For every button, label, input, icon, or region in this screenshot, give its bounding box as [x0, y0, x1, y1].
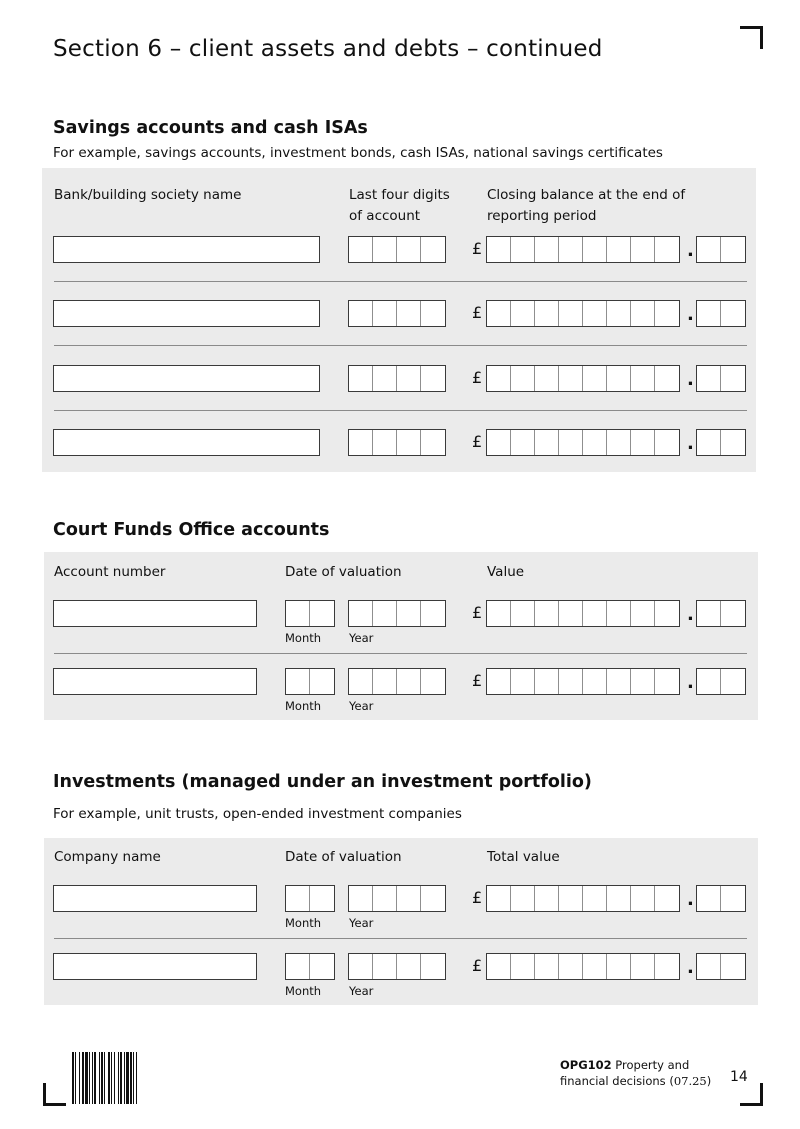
- savings-balance-currency-symbol: £: [472, 368, 483, 387]
- digit-cell[interactable]: [487, 886, 511, 911]
- digit-cell[interactable]: [397, 669, 421, 694]
- investments-month-input[interactable]: [285, 885, 335, 912]
- digit-cell[interactable]: [655, 954, 679, 979]
- savings-balance-amount-pounds[interactable]: [486, 300, 680, 327]
- page-title: Section 6 – client assets and debts – continued: [53, 36, 603, 62]
- digit-cell[interactable]: [511, 301, 535, 326]
- savings-balance-amount-pence[interactable]: [696, 300, 746, 327]
- digit-cell[interactable]: [559, 954, 583, 979]
- digit-cell[interactable]: [286, 669, 310, 694]
- digit-cell[interactable]: [397, 237, 421, 262]
- investments-value-amount-pounds[interactable]: [486, 885, 680, 912]
- year-label: Year: [349, 699, 374, 713]
- savings-balance-amount-pounds[interactable]: [486, 429, 680, 456]
- digit-cell[interactable]: [721, 886, 745, 911]
- digit-cell[interactable]: [631, 669, 655, 694]
- digit-cell[interactable]: [583, 430, 607, 455]
- digit-cell[interactable]: [397, 366, 421, 391]
- digit-cell[interactable]: [631, 237, 655, 262]
- savings-bank-name-input[interactable]: [53, 429, 320, 456]
- digit-cell[interactable]: [583, 301, 607, 326]
- digit-cell[interactable]: [421, 669, 445, 694]
- page-number: 14: [730, 1069, 748, 1085]
- court_funds-value-currency-symbol: £: [472, 603, 483, 622]
- digit-cell[interactable]: [559, 366, 583, 391]
- savings-last-four-digits[interactable]: [348, 429, 446, 456]
- digit-cell[interactable]: [421, 601, 445, 626]
- digit-cell[interactable]: [487, 301, 511, 326]
- digit-cell[interactable]: [397, 954, 421, 979]
- digit-cell[interactable]: [487, 237, 511, 262]
- investments-value-currency-symbol: £: [472, 956, 483, 975]
- digit-cell[interactable]: [655, 301, 679, 326]
- digit-cell[interactable]: [535, 669, 559, 694]
- month-label: Month: [285, 631, 322, 645]
- digit-cell[interactable]: [721, 430, 745, 455]
- digit-cell[interactable]: [286, 886, 310, 911]
- digit-cell[interactable]: [349, 366, 373, 391]
- savings-balance-decimal-point: .: [687, 369, 694, 390]
- court-funds-heading: Court Funds Office accounts: [53, 520, 330, 540]
- digit-cell[interactable]: [373, 954, 397, 979]
- digit-cell[interactable]: [697, 430, 721, 455]
- digit-cell[interactable]: [655, 237, 679, 262]
- court_funds-value-decimal-point: .: [687, 672, 694, 693]
- savings-balance-currency-symbol: £: [472, 432, 483, 451]
- digit-cell[interactable]: [373, 601, 397, 626]
- digit-cell[interactable]: [487, 669, 511, 694]
- savings-description: For example, savings accounts, investment bonds, cash ISAs, national savings certificates: [53, 145, 663, 161]
- corner-mark-bottom-right: [740, 1083, 763, 1106]
- digit-cell[interactable]: [721, 366, 745, 391]
- digit-cell[interactable]: [631, 954, 655, 979]
- digit-cell[interactable]: [607, 430, 631, 455]
- court_funds-value-amount-pounds[interactable]: [486, 600, 680, 627]
- digit-cell[interactable]: [559, 669, 583, 694]
- court-funds-account-number-input[interactable]: [53, 668, 257, 695]
- digit-cell[interactable]: [655, 601, 679, 626]
- digit-cell[interactable]: [373, 886, 397, 911]
- row-divider: [54, 653, 747, 654]
- savings-balance-currency-symbol: £: [472, 303, 483, 322]
- court-funds-col-value-label: Value: [487, 564, 525, 580]
- savings-last-four-digits[interactable]: [348, 300, 446, 327]
- digit-cell[interactable]: [697, 301, 721, 326]
- digit-cell[interactable]: [349, 237, 373, 262]
- investments-value-amount-pence[interactable]: [696, 953, 746, 980]
- digit-cell[interactable]: [697, 886, 721, 911]
- row-divider: [54, 938, 747, 939]
- digit-cell[interactable]: [421, 301, 445, 326]
- digit-cell[interactable]: [583, 886, 607, 911]
- savings-balance-amount-pounds[interactable]: [486, 236, 680, 263]
- investments-value-amount-pounds[interactable]: [486, 953, 680, 980]
- month-label: Month: [285, 916, 322, 930]
- digit-cell[interactable]: [697, 366, 721, 391]
- investments-company-name-input[interactable]: [53, 953, 257, 980]
- digit-cell[interactable]: [397, 601, 421, 626]
- digit-cell[interactable]: [310, 886, 334, 911]
- digit-cell[interactable]: [421, 366, 445, 391]
- digit-cell[interactable]: [397, 301, 421, 326]
- savings-bank-name-input[interactable]: [53, 236, 320, 263]
- digit-cell[interactable]: [421, 430, 445, 455]
- digit-cell[interactable]: [511, 430, 535, 455]
- digit-cell[interactable]: [655, 430, 679, 455]
- digit-cell[interactable]: [697, 669, 721, 694]
- digit-cell[interactable]: [535, 954, 559, 979]
- digit-cell[interactable]: [421, 886, 445, 911]
- investments-value-decimal-point: .: [687, 957, 694, 978]
- year-label: Year: [349, 916, 374, 930]
- digit-cell[interactable]: [583, 366, 607, 391]
- investments-value-decimal-point: .: [687, 889, 694, 910]
- court-funds-col-account-label: Account number: [54, 564, 166, 580]
- row-divider: [54, 410, 747, 411]
- digit-cell[interactable]: [535, 886, 559, 911]
- digit-cell[interactable]: [511, 886, 535, 911]
- court_funds-value-amount-pence[interactable]: [696, 668, 746, 695]
- digit-cell[interactable]: [607, 366, 631, 391]
- digit-cell[interactable]: [655, 366, 679, 391]
- court_funds-value-currency-symbol: £: [472, 671, 483, 690]
- savings-last-four-digits[interactable]: [348, 365, 446, 392]
- court_funds-month-input[interactable]: [285, 600, 335, 627]
- digit-cell[interactable]: [487, 954, 511, 979]
- digit-cell[interactable]: [631, 430, 655, 455]
- digit-cell[interactable]: [607, 954, 631, 979]
- investments-year-input[interactable]: [348, 953, 446, 980]
- investments-year-input[interactable]: [348, 885, 446, 912]
- digit-cell[interactable]: [655, 669, 679, 694]
- investments-description: For example, unit trusts, open-ended investment companies: [53, 806, 462, 822]
- corner-mark-bottom-left: [43, 1083, 66, 1106]
- savings-last-four-digits[interactable]: [348, 236, 446, 263]
- digit-cell[interactable]: [607, 669, 631, 694]
- savings-balance-amount-pence[interactable]: [696, 429, 746, 456]
- court_funds-value-amount-pounds[interactable]: [486, 668, 680, 695]
- corner-mark-top-right: [740, 26, 763, 49]
- investments-company-name-input[interactable]: [53, 885, 257, 912]
- digit-cell[interactable]: [511, 601, 535, 626]
- year-label: Year: [349, 631, 374, 645]
- digit-cell[interactable]: [583, 954, 607, 979]
- digit-cell[interactable]: [607, 237, 631, 262]
- digit-cell[interactable]: [559, 301, 583, 326]
- digit-cell[interactable]: [559, 237, 583, 262]
- court_funds-month-input[interactable]: [285, 668, 335, 695]
- savings-balance-decimal-point: .: [687, 304, 694, 325]
- digit-cell[interactable]: [373, 430, 397, 455]
- digit-cell[interactable]: [373, 301, 397, 326]
- digit-cell[interactable]: [487, 430, 511, 455]
- investments-col-company-label: Company name: [54, 849, 161, 865]
- savings-bank-name-input[interactable]: [53, 300, 320, 327]
- court_funds-year-input[interactable]: [348, 668, 446, 695]
- investments-value-amount-pence[interactable]: [696, 885, 746, 912]
- digit-cell[interactable]: [583, 237, 607, 262]
- digit-cell[interactable]: [631, 886, 655, 911]
- row-divider: [54, 281, 747, 282]
- court_funds-value-amount-pence[interactable]: [696, 600, 746, 627]
- digit-cell[interactable]: [349, 886, 373, 911]
- digit-cell[interactable]: [631, 366, 655, 391]
- digit-cell[interactable]: [721, 954, 745, 979]
- digit-cell[interactable]: [607, 301, 631, 326]
- digit-cell[interactable]: [721, 237, 745, 262]
- digit-cell[interactable]: [697, 954, 721, 979]
- digit-cell[interactable]: [511, 366, 535, 391]
- year-label: Year: [349, 984, 374, 998]
- month-label: Month: [285, 699, 322, 713]
- month-label: Month: [285, 984, 322, 998]
- digit-cell[interactable]: [559, 601, 583, 626]
- digit-cell[interactable]: [655, 886, 679, 911]
- digit-cell[interactable]: [721, 669, 745, 694]
- savings-col-digits-label: Last four digits of account: [349, 187, 450, 224]
- digit-cell[interactable]: [349, 954, 373, 979]
- savings-balance-amount-pence[interactable]: [696, 236, 746, 263]
- digit-cell[interactable]: [487, 366, 511, 391]
- court-funds-account-number-input[interactable]: [53, 600, 257, 627]
- investments-col-value-label: Total value: [487, 849, 560, 865]
- digit-cell[interactable]: [310, 954, 334, 979]
- investments-value-currency-symbol: £: [472, 888, 483, 907]
- digit-cell[interactable]: [535, 430, 559, 455]
- footer-form-code: OPG102: [560, 1058, 612, 1072]
- digit-cell[interactable]: [631, 601, 655, 626]
- digit-cell[interactable]: [349, 669, 373, 694]
- digit-cell[interactable]: [421, 237, 445, 262]
- digit-cell[interactable]: [349, 430, 373, 455]
- investments-col-date-label: Date of valuation: [285, 849, 402, 865]
- digit-cell[interactable]: [373, 366, 397, 391]
- savings-balance-amount-pounds[interactable]: [486, 365, 680, 392]
- row-divider: [54, 345, 747, 346]
- digit-cell[interactable]: [583, 601, 607, 626]
- digit-cell[interactable]: [559, 430, 583, 455]
- digit-cell[interactable]: [697, 601, 721, 626]
- court_funds-value-decimal-point: .: [687, 604, 694, 625]
- digit-cell[interactable]: [310, 601, 334, 626]
- savings-col-name-label: Bank/building society name: [54, 187, 242, 203]
- savings-balance-amount-pence[interactable]: [696, 365, 746, 392]
- digit-cell[interactable]: [583, 669, 607, 694]
- barcode: [72, 1052, 200, 1104]
- digit-cell[interactable]: [286, 954, 310, 979]
- digit-cell[interactable]: [511, 954, 535, 979]
- digit-cell[interactable]: [721, 301, 745, 326]
- savings-balance-decimal-point: .: [687, 433, 694, 454]
- digit-cell[interactable]: [721, 601, 745, 626]
- digit-cell[interactable]: [310, 669, 334, 694]
- digit-cell[interactable]: [535, 237, 559, 262]
- digit-cell[interactable]: [535, 601, 559, 626]
- digit-cell[interactable]: [487, 601, 511, 626]
- investments-heading: Investments (managed under an investment portfolio): [53, 772, 592, 792]
- digit-cell[interactable]: [373, 237, 397, 262]
- digit-cell[interactable]: [607, 601, 631, 626]
- digit-cell[interactable]: [697, 237, 721, 262]
- digit-cell[interactable]: [397, 430, 421, 455]
- digit-cell[interactable]: [535, 366, 559, 391]
- savings-balance-currency-symbol: £: [472, 239, 483, 258]
- digit-cell[interactable]: [559, 886, 583, 911]
- savings-col-balance-label: Closing balance at the end of reporting period: [487, 187, 686, 224]
- footer-form-info: OPG102 Property and financial decisions (07.25): [560, 1058, 712, 1088]
- digit-cell[interactable]: [397, 886, 421, 911]
- digit-cell[interactable]: [421, 954, 445, 979]
- digit-cell[interactable]: [511, 237, 535, 262]
- savings-bank-name-input[interactable]: [53, 365, 320, 392]
- court-funds-col-date-label: Date of valuation: [285, 564, 402, 580]
- investments-month-input[interactable]: [285, 953, 335, 980]
- digit-cell[interactable]: [511, 669, 535, 694]
- digit-cell[interactable]: [607, 886, 631, 911]
- digit-cell[interactable]: [349, 601, 373, 626]
- court_funds-year-input[interactable]: [348, 600, 446, 627]
- digit-cell[interactable]: [631, 301, 655, 326]
- digit-cell[interactable]: [373, 669, 397, 694]
- savings-balance-decimal-point: .: [687, 240, 694, 261]
- digit-cell[interactable]: [535, 301, 559, 326]
- digit-cell[interactable]: [349, 301, 373, 326]
- digit-cell[interactable]: [286, 601, 310, 626]
- savings-heading: Savings accounts and cash ISAs: [53, 118, 368, 138]
